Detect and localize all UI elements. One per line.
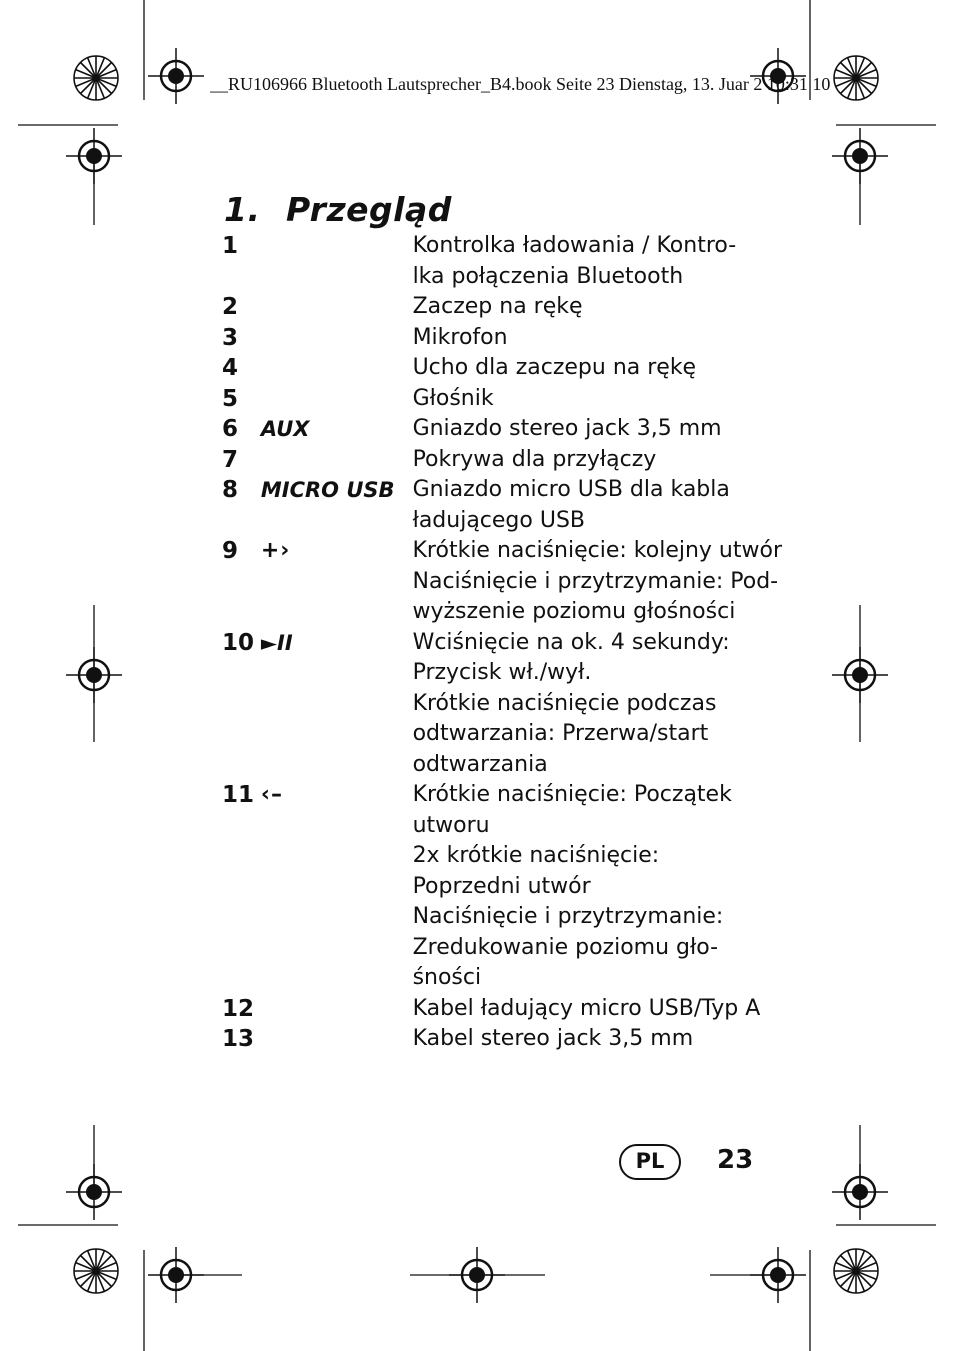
description-line: Głośnik — [412, 385, 494, 411]
item-number: 6 — [222, 416, 239, 442]
item-number: 9 — [222, 538, 239, 564]
item-description — [413, 475, 782, 536]
parts-list — [222, 231, 782, 1055]
list-item — [222, 536, 782, 628]
description-line: Wciśnięcie na ok. 4 sekundy: — [412, 629, 730, 655]
item-number: 7 — [222, 446, 239, 473]
list-item — [222, 994, 782, 1025]
section-title-text: Przegląd — [286, 190, 452, 229]
description-line: Przycisk wł./wył. — [412, 660, 592, 685]
description-line: 2x krótkie naciśnięcie: — [412, 843, 660, 868]
item-symbol: ►II — [260, 630, 293, 655]
list-item — [222, 231, 782, 292]
description-line: Pokrywa dla przyłączy — [412, 446, 657, 472]
description-line: Naciśnięcie i przytrzymanie: — [412, 904, 724, 929]
item-number: 1 — [222, 233, 239, 259]
item-description — [413, 231, 782, 292]
item-number: 13 — [222, 1026, 255, 1052]
item-description — [413, 994, 782, 1025]
description-line: Poprzedni utwór — [412, 873, 591, 899]
section-title — [224, 190, 452, 229]
item-number: 10 — [222, 629, 255, 656]
description-line: śności — [412, 965, 482, 990]
list-item — [222, 445, 782, 476]
item-number: 3 — [222, 324, 239, 351]
list-item — [222, 628, 782, 781]
description-line: lka połączenia Bluetooth — [412, 263, 684, 289]
description-line: Ucho dla zaczepu na rękę — [412, 355, 697, 380]
description-line: Mikrofon — [412, 324, 508, 350]
list-item — [222, 780, 782, 994]
description-line: Krótkie naciśnięcie podczas — [412, 690, 717, 716]
language-badge: PL — [619, 1144, 681, 1180]
item-description — [413, 1024, 782, 1055]
item-symbol — [261, 994, 413, 1025]
item-number: 5 — [222, 385, 239, 412]
list-item — [222, 292, 782, 323]
item-number: 12 — [222, 995, 255, 1022]
description-line: Zredukowanie poziomu gło- — [412, 934, 719, 960]
item-description — [413, 536, 783, 628]
list-item — [222, 475, 782, 536]
item-symbol — [261, 292, 413, 323]
item-symbol: +› — [260, 538, 291, 563]
description-line: odtwarzania — [412, 751, 548, 777]
list-item — [222, 414, 782, 445]
item-description — [413, 323, 782, 354]
item-number: 11 — [222, 782, 255, 808]
item-symbol — [261, 445, 413, 476]
description-line: Kontrolka ładowania / Kontro- — [412, 233, 737, 258]
description-line: Kabel stereo jack 3,5 mm — [412, 1026, 694, 1051]
item-description — [413, 353, 782, 384]
item-description — [413, 414, 782, 445]
book-header-line: __RU106966 Bluetooth Lautsprecher_B4.book Seite 23 Dienstag, 13. Juar 2 10:31 10 — [210, 74, 831, 94]
item-symbol: MICRO USB — [260, 478, 395, 502]
list-item — [222, 353, 782, 384]
description-line: Naciśnięcie i przytrzymanie: Pod- — [412, 568, 779, 594]
item-symbol: ‹– — [260, 782, 283, 807]
page-number: 23 — [717, 1145, 754, 1175]
description-line: Gniazdo micro USB dla kabla — [412, 477, 730, 502]
item-symbol — [261, 1024, 413, 1055]
description-line: Gniazdo stereo jack 3,5 mm — [412, 416, 722, 441]
list-item — [222, 1024, 782, 1055]
item-symbol — [261, 323, 413, 354]
description-line: Kabel ładujący micro USB/Typ A — [412, 995, 761, 1021]
item-symbol — [261, 384, 413, 415]
description-line: odtwarzania: Przerwa/start — [412, 721, 709, 746]
list-item — [222, 323, 782, 354]
description-line: Krótkie naciśnięcie: kolejny utwór — [412, 538, 782, 563]
item-symbol: AUX — [260, 417, 310, 441]
description-line: wyższenie poziomu głośności — [412, 599, 736, 624]
item-number: 4 — [222, 355, 239, 381]
item-description — [413, 292, 782, 323]
section-number: 1. — [224, 190, 261, 229]
item-description — [413, 445, 782, 476]
item-description — [413, 628, 782, 781]
item-symbol — [261, 231, 413, 292]
description-line: ładującego USB — [412, 507, 586, 533]
item-symbol — [261, 353, 413, 384]
item-number: 2 — [222, 294, 239, 320]
item-description — [413, 780, 782, 994]
item-number: 8 — [222, 477, 239, 503]
item-description — [413, 384, 782, 415]
list-item — [222, 384, 782, 415]
description-line: Krótkie naciśnięcie: Początek — [412, 782, 732, 807]
description-line: utworu — [412, 812, 490, 838]
description-line: Zaczep na rękę — [412, 294, 583, 319]
